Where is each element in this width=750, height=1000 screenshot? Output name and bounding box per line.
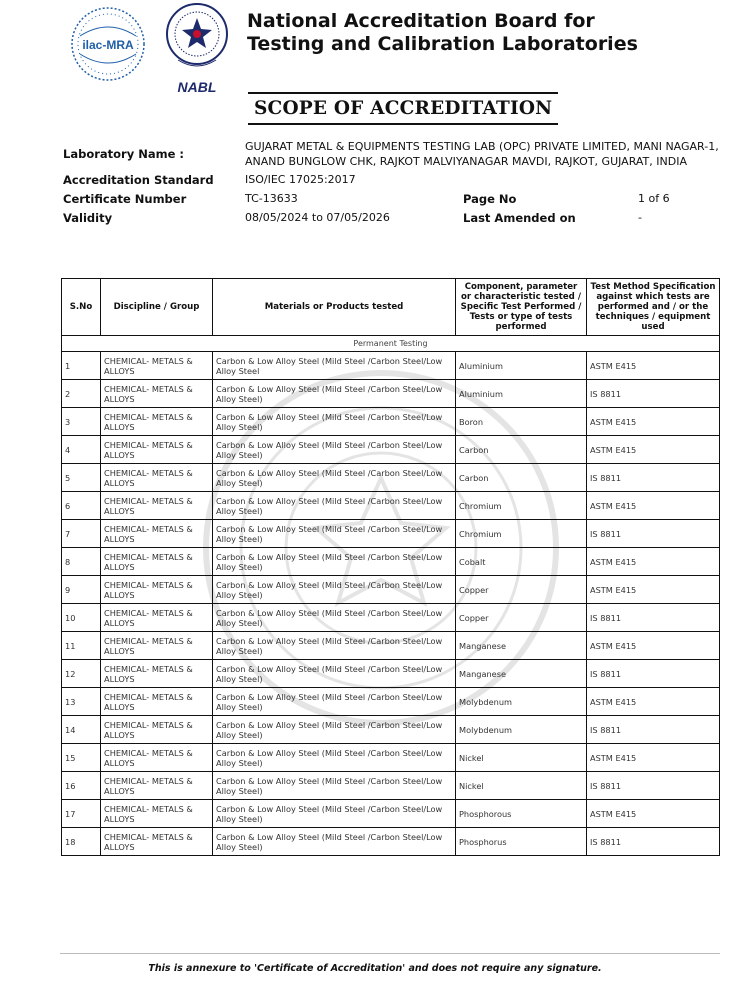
cell-component: Copper xyxy=(456,604,587,632)
cell-method: IS 8811 xyxy=(587,464,720,492)
cell-discipline: CHEMICAL- METALS & ALLOYS xyxy=(101,576,213,604)
cell-component: Phosphorus xyxy=(456,828,587,856)
lab-name-label: Laboratory Name : xyxy=(63,147,184,161)
cell-component: Carbon xyxy=(456,436,587,464)
cell-method: ASTM E415 xyxy=(587,436,720,464)
cell-sno: 14 xyxy=(62,716,101,744)
cell-sno: 4 xyxy=(62,436,101,464)
cell-component: Boron xyxy=(456,408,587,436)
cell-discipline: CHEMICAL- METALS & ALLOYS xyxy=(101,520,213,548)
cell-component: Copper xyxy=(456,576,587,604)
cell-materials: Carbon & Low Alloy Steel (Mild Steel /Carbon Steel/Low Alloy Steel) xyxy=(213,604,456,632)
scope-table xyxy=(61,278,720,856)
cell-method: IS 8811 xyxy=(587,380,720,408)
table-row xyxy=(62,604,720,632)
cell-method: ASTM E415 xyxy=(587,576,720,604)
table-row xyxy=(62,688,720,716)
cell-discipline: CHEMICAL- METALS & ALLOYS xyxy=(101,492,213,520)
table-body xyxy=(62,336,720,856)
footer-note: This is annexure to 'Certificate of Accreditation' and does not require any signature. xyxy=(148,963,602,974)
page-header xyxy=(60,0,730,100)
table-header-row xyxy=(62,279,720,336)
lab-name-line-1: GUJARAT METAL & EQUIPMENTS TESTING LAB (OPC) PRIVATE LIMITED, MANI NAGAR-1, xyxy=(245,140,719,153)
table-row xyxy=(62,380,720,408)
cell-method: IS 8811 xyxy=(587,716,720,744)
cell-discipline: CHEMICAL- METALS & ALLOYS xyxy=(101,632,213,660)
document-title-block xyxy=(248,92,558,125)
cell-method: ASTM E415 xyxy=(587,632,720,660)
table-row xyxy=(62,408,720,436)
cell-materials: Carbon & Low Alloy Steel (Mild Steel /Carbon Steel/Low Alloy Steel xyxy=(213,352,456,380)
page-value: 1 of 6 xyxy=(638,192,670,205)
cell-component: Nickel xyxy=(456,772,587,800)
cell-component: Nickel xyxy=(456,744,587,772)
col-header-method: Test Method Specification against which tests are performed and / or the techniques / equipment used xyxy=(587,279,720,336)
cell-materials: Carbon & Low Alloy Steel (Mild Steel /Carbon Steel/Low Alloy Steel) xyxy=(213,492,456,520)
cell-discipline: CHEMICAL- METALS & ALLOYS xyxy=(101,660,213,688)
cell-sno: 10 xyxy=(62,604,101,632)
col-header-component: Component, parameter or characteristic tested / Specific Test Performed / Tests or type of tests performed xyxy=(456,279,587,336)
cell-component: Chromium xyxy=(456,492,587,520)
col-header-discipline: Discipline / Group xyxy=(101,279,213,336)
table-row xyxy=(62,548,720,576)
cell-discipline: CHEMICAL- METALS & ALLOYS xyxy=(101,604,213,632)
table-row xyxy=(62,520,720,548)
cell-discipline: CHEMICAL- METALS & ALLOYS xyxy=(101,408,213,436)
board-title-line-2: Testing and Calibration Laboratories xyxy=(247,33,638,55)
certificate-value: TC-13633 xyxy=(245,192,298,205)
cell-materials: Carbon & Low Alloy Steel (Mild Steel /Carbon Steel/Low Alloy Steel) xyxy=(213,380,456,408)
cell-method: IS 8811 xyxy=(587,772,720,800)
table-row xyxy=(62,828,720,856)
cell-method: IS 8811 xyxy=(587,660,720,688)
cell-materials: Carbon & Low Alloy Steel (Mild Steel /Carbon Steel/Low Alloy Steel) xyxy=(213,632,456,660)
cell-discipline: CHEMICAL- METALS & ALLOYS xyxy=(101,464,213,492)
table-row xyxy=(62,492,720,520)
cell-materials: Carbon & Low Alloy Steel (Mild Steel /Carbon Steel/Low Alloy Steel) xyxy=(213,772,456,800)
cell-sno: 8 xyxy=(62,548,101,576)
standard-value: ISO/IEC 17025:2017 xyxy=(245,173,356,186)
standard-label: Accreditation Standard xyxy=(63,173,214,187)
cell-materials: Carbon & Low Alloy Steel (Mild Steel /Carbon Steel/Low Alloy Steel) xyxy=(213,716,456,744)
cell-discipline: CHEMICAL- METALS & ALLOYS xyxy=(101,716,213,744)
cell-discipline: CHEMICAL- METALS & ALLOYS xyxy=(101,548,213,576)
cell-materials: Carbon & Low Alloy Steel (Mild Steel /Carbon Steel/Low Alloy Steel) xyxy=(213,408,456,436)
cell-component: Phosphorous xyxy=(456,800,587,828)
cell-materials: Carbon & Low Alloy Steel (Mild Steel /Carbon Steel/Low Alloy Steel) xyxy=(213,660,456,688)
table-row xyxy=(62,436,720,464)
cell-sno: 7 xyxy=(62,520,101,548)
cell-component: Chromium xyxy=(456,520,587,548)
cell-discipline: CHEMICAL- METALS & ALLOYS xyxy=(101,352,213,380)
cell-materials: Carbon & Low Alloy Steel (Mild Steel /Carbon Steel/Low Alloy Steel) xyxy=(213,436,456,464)
ilac-mra-logo xyxy=(70,6,146,82)
ilac-logo-text: ilac-MRA xyxy=(82,38,134,52)
cell-method: IS 8811 xyxy=(587,828,720,856)
lab-name-line-2: ANAND BUNGLOW CHK, RAJKOT MALVIYANAGAR MAVDI, RAJKOT, GUJARAT, INDIA xyxy=(245,155,687,168)
section-row xyxy=(62,336,720,352)
cell-materials: Carbon & Low Alloy Steel (Mild Steel /Carbon Steel/Low Alloy Steel) xyxy=(213,744,456,772)
amended-label: Last Amended on xyxy=(463,211,576,225)
cell-sno: 12 xyxy=(62,660,101,688)
cell-sno: 9 xyxy=(62,576,101,604)
table-row xyxy=(62,772,720,800)
validity-label: Validity xyxy=(63,211,113,225)
cell-sno: 15 xyxy=(62,744,101,772)
cell-discipline: CHEMICAL- METALS & ALLOYS xyxy=(101,380,213,408)
cell-materials: Carbon & Low Alloy Steel (Mild Steel /Carbon Steel/Low Alloy Steel) xyxy=(213,800,456,828)
cell-method: ASTM E415 xyxy=(587,548,720,576)
document-title: SCOPE OF ACCREDITATION xyxy=(254,98,553,119)
page-label: Page No xyxy=(463,192,517,206)
cell-sno: 17 xyxy=(62,800,101,828)
cell-method: IS 8811 xyxy=(587,604,720,632)
cell-method: ASTM E415 xyxy=(587,744,720,772)
cell-component: Carbon xyxy=(456,464,587,492)
cell-sno: 11 xyxy=(62,632,101,660)
cell-method: IS 8811 xyxy=(587,520,720,548)
cell-method: ASTM E415 xyxy=(587,408,720,436)
cell-component: Molybdenum xyxy=(456,716,587,744)
table-row xyxy=(62,660,720,688)
cell-sno: 18 xyxy=(62,828,101,856)
amended-value: - xyxy=(638,211,642,224)
cell-discipline: CHEMICAL- METALS & ALLOYS xyxy=(101,436,213,464)
nabl-logo-text: NABL xyxy=(177,79,217,95)
cell-method: ASTM E415 xyxy=(587,688,720,716)
cell-sno: 5 xyxy=(62,464,101,492)
cell-component: Molybdenum xyxy=(456,688,587,716)
col-header-sno: S.No xyxy=(62,279,101,336)
cell-sno: 6 xyxy=(62,492,101,520)
nabl-logo xyxy=(164,2,230,96)
cell-sno: 13 xyxy=(62,688,101,716)
validity-value: 08/05/2024 to 07/05/2026 xyxy=(245,211,390,224)
cell-materials: Carbon & Low Alloy Steel (Mild Steel /Carbon Steel/Low Alloy Steel) xyxy=(213,464,456,492)
footer-rule xyxy=(60,953,720,954)
cell-materials: Carbon & Low Alloy Steel (Mild Steel /Carbon Steel/Low Alloy Steel) xyxy=(213,576,456,604)
cell-component: Aluminium xyxy=(456,352,587,380)
table-row xyxy=(62,716,720,744)
cell-materials: Carbon & Low Alloy Steel (Mild Steel /Carbon Steel/Low Alloy Steel) xyxy=(213,828,456,856)
title-rule-bottom xyxy=(248,123,558,125)
lab-name-value xyxy=(245,139,719,169)
cell-discipline: CHEMICAL- METALS & ALLOYS xyxy=(101,828,213,856)
cell-component: Manganese xyxy=(456,660,587,688)
section-label: Permanent Testing xyxy=(62,336,720,352)
cell-method: ASTM E415 xyxy=(587,800,720,828)
cell-component: Aluminium xyxy=(456,380,587,408)
board-title xyxy=(247,10,638,56)
col-header-materials: Materials or Products tested xyxy=(213,279,456,336)
cell-method: ASTM E415 xyxy=(587,492,720,520)
cell-discipline: CHEMICAL- METALS & ALLOYS xyxy=(101,800,213,828)
board-title-line-1: National Accreditation Board for xyxy=(247,10,595,32)
table-row xyxy=(62,744,720,772)
cell-component: Manganese xyxy=(456,632,587,660)
cell-materials: Carbon & Low Alloy Steel (Mild Steel /Carbon Steel/Low Alloy Steel) xyxy=(213,548,456,576)
cell-sno: 2 xyxy=(62,380,101,408)
cell-sno: 3 xyxy=(62,408,101,436)
table-row xyxy=(62,576,720,604)
cell-discipline: CHEMICAL- METALS & ALLOYS xyxy=(101,744,213,772)
cell-component: Cobalt xyxy=(456,548,587,576)
cell-materials: Carbon & Low Alloy Steel (Mild Steel /Carbon Steel/Low Alloy Steel) xyxy=(213,520,456,548)
table-row xyxy=(62,464,720,492)
table-row xyxy=(62,800,720,828)
cell-sno: 1 xyxy=(62,352,101,380)
cell-materials: Carbon & Low Alloy Steel (Mild Steel /Carbon Steel/Low Alloy Steel) xyxy=(213,688,456,716)
cell-sno: 16 xyxy=(62,772,101,800)
table-row xyxy=(62,632,720,660)
cell-discipline: CHEMICAL- METALS & ALLOYS xyxy=(101,772,213,800)
certificate-label: Certificate Number xyxy=(63,192,187,206)
cell-discipline: CHEMICAL- METALS & ALLOYS xyxy=(101,688,213,716)
table-row xyxy=(62,352,720,380)
cell-method: ASTM E415 xyxy=(587,352,720,380)
